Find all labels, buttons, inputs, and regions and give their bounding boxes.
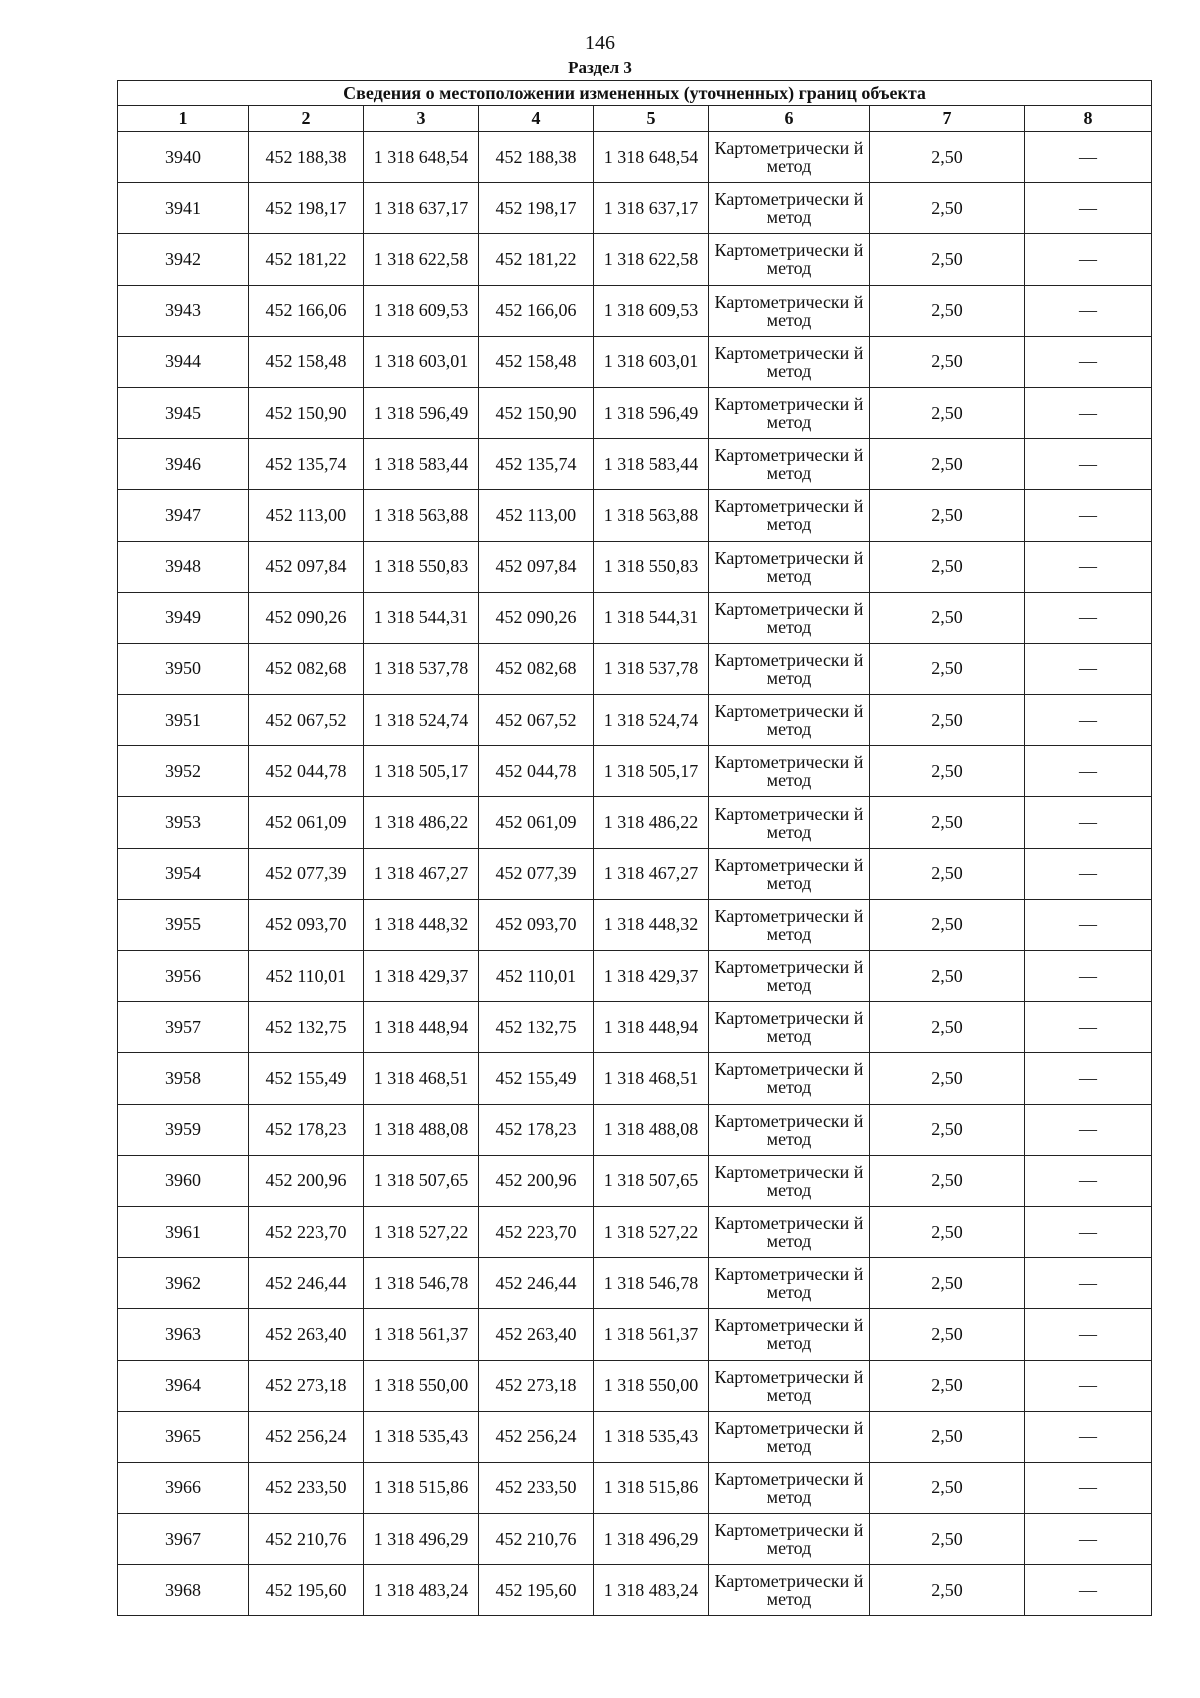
x-new-cell: 452 082,68: [479, 643, 594, 694]
x-new-cell: 452 067,52: [479, 695, 594, 746]
method-cell: Картометрически й метод: [709, 183, 870, 234]
accuracy-cell: 2,50: [870, 899, 1025, 950]
x-old-cell: 452 200,96: [249, 1155, 364, 1206]
description-cell: —: [1025, 746, 1152, 797]
x-old-cell: 452 061,09: [249, 797, 364, 848]
point-number-cell: 3958: [118, 1053, 249, 1104]
table-caption-row: [118, 81, 1152, 106]
x-new-cell: 452 044,78: [479, 746, 594, 797]
point-number-cell: 3951: [118, 695, 249, 746]
method-cell: Картометрически й метод: [709, 1309, 870, 1360]
point-number-cell: 3942: [118, 234, 249, 285]
column-number: 2: [249, 106, 364, 132]
method-cell: Картометрически й метод: [709, 387, 870, 438]
table-row: [118, 1514, 1152, 1565]
table-row: [118, 183, 1152, 234]
description-cell: —: [1025, 643, 1152, 694]
y-new-cell: 1 318 637,17: [594, 183, 709, 234]
table-row: [118, 1462, 1152, 1513]
description-cell: —: [1025, 490, 1152, 541]
accuracy-cell: 2,50: [870, 541, 1025, 592]
y-new-cell: 1 318 483,24: [594, 1565, 709, 1616]
method-cell: Картометрически й метод: [709, 1155, 870, 1206]
table-row: [118, 951, 1152, 1002]
x-new-cell: 452 061,09: [479, 797, 594, 848]
table-row: [118, 1411, 1152, 1462]
x-new-cell: 452 097,84: [479, 541, 594, 592]
table-row: [118, 490, 1152, 541]
point-number-cell: 3955: [118, 899, 249, 950]
accuracy-cell: 2,50: [870, 336, 1025, 387]
point-number-cell: 3941: [118, 183, 249, 234]
y-old-cell: 1 318 429,37: [364, 951, 479, 1002]
y-new-cell: 1 318 467,27: [594, 848, 709, 899]
y-new-cell: 1 318 486,22: [594, 797, 709, 848]
table-row: [118, 336, 1152, 387]
column-number-row: [118, 106, 1152, 132]
x-new-cell: 452 200,96: [479, 1155, 594, 1206]
y-old-cell: 1 318 648,54: [364, 132, 479, 183]
y-new-cell: 1 318 535,43: [594, 1411, 709, 1462]
table-row: [118, 797, 1152, 848]
x-old-cell: 452 093,70: [249, 899, 364, 950]
description-cell: —: [1025, 1360, 1152, 1411]
x-new-cell: 452 273,18: [479, 1360, 594, 1411]
x-old-cell: 452 210,76: [249, 1514, 364, 1565]
description-cell: —: [1025, 592, 1152, 643]
y-new-cell: 1 318 550,00: [594, 1360, 709, 1411]
y-old-cell: 1 318 544,31: [364, 592, 479, 643]
x-new-cell: 452 263,40: [479, 1309, 594, 1360]
table-row: [118, 643, 1152, 694]
y-new-cell: 1 318 648,54: [594, 132, 709, 183]
description-cell: —: [1025, 1155, 1152, 1206]
point-number-cell: 3950: [118, 643, 249, 694]
accuracy-cell: 2,50: [870, 797, 1025, 848]
point-number-cell: 3964: [118, 1360, 249, 1411]
y-new-cell: 1 318 507,65: [594, 1155, 709, 1206]
method-cell: Картометрически й метод: [709, 1360, 870, 1411]
method-cell: Картометрически й метод: [709, 1053, 870, 1104]
point-number-cell: 3965: [118, 1411, 249, 1462]
point-number-cell: 3940: [118, 132, 249, 183]
table-row: [118, 1258, 1152, 1309]
accuracy-cell: 2,50: [870, 1104, 1025, 1155]
y-new-cell: 1 318 596,49: [594, 387, 709, 438]
y-old-cell: 1 318 507,65: [364, 1155, 479, 1206]
method-cell: Картометрически й метод: [709, 1104, 870, 1155]
table-row: [118, 1309, 1152, 1360]
x-new-cell: 452 155,49: [479, 1053, 594, 1104]
point-number-cell: 3943: [118, 285, 249, 336]
x-old-cell: 452 273,18: [249, 1360, 364, 1411]
method-cell: Картометрически й метод: [709, 1411, 870, 1462]
accuracy-cell: 2,50: [870, 387, 1025, 438]
point-number-cell: 3960: [118, 1155, 249, 1206]
description-cell: —: [1025, 1565, 1152, 1616]
y-old-cell: 1 318 537,78: [364, 643, 479, 694]
table-row: [118, 387, 1152, 438]
point-number-cell: 3968: [118, 1565, 249, 1616]
y-old-cell: 1 318 483,24: [364, 1565, 479, 1616]
x-old-cell: 452 233,50: [249, 1462, 364, 1513]
x-old-cell: 452 166,06: [249, 285, 364, 336]
y-old-cell: 1 318 603,01: [364, 336, 479, 387]
x-new-cell: 452 093,70: [479, 899, 594, 950]
method-cell: Картометрически й метод: [709, 1258, 870, 1309]
table-row: [118, 695, 1152, 746]
y-new-cell: 1 318 550,83: [594, 541, 709, 592]
y-new-cell: 1 318 537,78: [594, 643, 709, 694]
column-number: 8: [1025, 106, 1152, 132]
y-new-cell: 1 318 515,86: [594, 1462, 709, 1513]
y-old-cell: 1 318 550,83: [364, 541, 479, 592]
method-cell: Картометрически й метод: [709, 132, 870, 183]
accuracy-cell: 2,50: [870, 1053, 1025, 1104]
point-number-cell: 3944: [118, 336, 249, 387]
y-old-cell: 1 318 505,17: [364, 746, 479, 797]
accuracy-cell: 2,50: [870, 439, 1025, 490]
x-old-cell: 452 067,52: [249, 695, 364, 746]
x-old-cell: 452 150,90: [249, 387, 364, 438]
point-number-cell: 3962: [118, 1258, 249, 1309]
x-old-cell: 452 044,78: [249, 746, 364, 797]
description-cell: —: [1025, 1411, 1152, 1462]
y-new-cell: 1 318 527,22: [594, 1206, 709, 1257]
point-number-cell: 3948: [118, 541, 249, 592]
method-cell: Картометрически й метод: [709, 1462, 870, 1513]
y-new-cell: 1 318 448,32: [594, 899, 709, 950]
y-new-cell: 1 318 496,29: [594, 1514, 709, 1565]
table-row: [118, 848, 1152, 899]
x-new-cell: 452 195,60: [479, 1565, 594, 1616]
method-cell: Картометрически й метод: [709, 1565, 870, 1616]
column-number: 4: [479, 106, 594, 132]
accuracy-cell: 2,50: [870, 1206, 1025, 1257]
x-new-cell: 452 113,00: [479, 490, 594, 541]
x-old-cell: 452 188,38: [249, 132, 364, 183]
table-row: [118, 1206, 1152, 1257]
table-row: [118, 132, 1152, 183]
method-cell: Картометрически й метод: [709, 643, 870, 694]
y-new-cell: 1 318 546,78: [594, 1258, 709, 1309]
column-number: 3: [364, 106, 479, 132]
x-new-cell: 452 198,17: [479, 183, 594, 234]
y-old-cell: 1 318 524,74: [364, 695, 479, 746]
y-old-cell: 1 318 561,37: [364, 1309, 479, 1360]
y-new-cell: 1 318 561,37: [594, 1309, 709, 1360]
accuracy-cell: 2,50: [870, 1411, 1025, 1462]
y-old-cell: 1 318 637,17: [364, 183, 479, 234]
page-number: 146: [585, 32, 615, 54]
description-cell: —: [1025, 1053, 1152, 1104]
table-row: [118, 899, 1152, 950]
accuracy-cell: 2,50: [870, 132, 1025, 183]
accuracy-cell: 2,50: [870, 746, 1025, 797]
point-number-cell: 3954: [118, 848, 249, 899]
x-old-cell: 452 082,68: [249, 643, 364, 694]
x-old-cell: 452 132,75: [249, 1002, 364, 1053]
accuracy-cell: 2,50: [870, 1002, 1025, 1053]
accuracy-cell: 2,50: [870, 643, 1025, 694]
method-cell: Картометрически й метод: [709, 797, 870, 848]
y-old-cell: 1 318 622,58: [364, 234, 479, 285]
point-number-cell: 3967: [118, 1514, 249, 1565]
y-old-cell: 1 318 515,86: [364, 1462, 479, 1513]
x-old-cell: 452 135,74: [249, 439, 364, 490]
y-old-cell: 1 318 468,51: [364, 1053, 479, 1104]
accuracy-cell: 2,50: [870, 951, 1025, 1002]
x-new-cell: 452 210,76: [479, 1514, 594, 1565]
x-new-cell: 452 132,75: [479, 1002, 594, 1053]
column-number: 1: [118, 106, 249, 132]
x-new-cell: 452 188,38: [479, 132, 594, 183]
y-old-cell: 1 318 448,32: [364, 899, 479, 950]
description-cell: —: [1025, 848, 1152, 899]
x-old-cell: 452 181,22: [249, 234, 364, 285]
description-cell: —: [1025, 1104, 1152, 1155]
y-new-cell: 1 318 524,74: [594, 695, 709, 746]
description-cell: —: [1025, 951, 1152, 1002]
table-row: [118, 1360, 1152, 1411]
x-old-cell: 452 155,49: [249, 1053, 364, 1104]
point-number-cell: 3953: [118, 797, 249, 848]
description-cell: —: [1025, 1002, 1152, 1053]
column-number: 5: [594, 106, 709, 132]
column-number: 7: [870, 106, 1025, 132]
point-number-cell: 3957: [118, 1002, 249, 1053]
point-number-cell: 3949: [118, 592, 249, 643]
method-cell: Картометрически й метод: [709, 234, 870, 285]
accuracy-cell: 2,50: [870, 1309, 1025, 1360]
accuracy-cell: 2,50: [870, 285, 1025, 336]
accuracy-cell: 2,50: [870, 848, 1025, 899]
accuracy-cell: 2,50: [870, 1565, 1025, 1616]
point-number-cell: 3959: [118, 1104, 249, 1155]
y-old-cell: 1 318 488,08: [364, 1104, 479, 1155]
point-number-cell: 3961: [118, 1206, 249, 1257]
y-old-cell: 1 318 527,22: [364, 1206, 479, 1257]
x-new-cell: 452 077,39: [479, 848, 594, 899]
method-cell: Картометрически й метод: [709, 490, 870, 541]
accuracy-cell: 2,50: [870, 1258, 1025, 1309]
x-old-cell: 452 246,44: [249, 1258, 364, 1309]
x-old-cell: 452 158,48: [249, 336, 364, 387]
point-number-cell: 3956: [118, 951, 249, 1002]
y-new-cell: 1 318 609,53: [594, 285, 709, 336]
description-cell: —: [1025, 695, 1152, 746]
point-number-cell: 3952: [118, 746, 249, 797]
method-cell: Картометрически й метод: [709, 1002, 870, 1053]
x-old-cell: 452 090,26: [249, 592, 364, 643]
x-old-cell: 452 178,23: [249, 1104, 364, 1155]
x-old-cell: 452 113,00: [249, 490, 364, 541]
y-old-cell: 1 318 596,49: [364, 387, 479, 438]
table-row: [118, 1565, 1152, 1616]
accuracy-cell: 2,50: [870, 695, 1025, 746]
y-new-cell: 1 318 563,88: [594, 490, 709, 541]
description-cell: —: [1025, 234, 1152, 285]
y-new-cell: 1 318 488,08: [594, 1104, 709, 1155]
description-cell: —: [1025, 1206, 1152, 1257]
x-old-cell: 452 198,17: [249, 183, 364, 234]
point-number-cell: 3945: [118, 387, 249, 438]
y-new-cell: 1 318 622,58: [594, 234, 709, 285]
x-new-cell: 452 150,90: [479, 387, 594, 438]
y-old-cell: 1 318 467,27: [364, 848, 479, 899]
accuracy-cell: 2,50: [870, 1514, 1025, 1565]
description-cell: —: [1025, 183, 1152, 234]
x-new-cell: 452 246,44: [479, 1258, 594, 1309]
coordinates-table: [117, 80, 1152, 1616]
description-cell: —: [1025, 1309, 1152, 1360]
table-caption: Сведения о местоположении измененных (уточненных) границ объекта: [118, 81, 1152, 106]
y-old-cell: 1 318 563,88: [364, 490, 479, 541]
description-cell: —: [1025, 899, 1152, 950]
method-cell: Картометрически й метод: [709, 899, 870, 950]
method-cell: Картометрически й метод: [709, 336, 870, 387]
method-cell: Картометрически й метод: [709, 746, 870, 797]
x-new-cell: 452 158,48: [479, 336, 594, 387]
table-row: [118, 746, 1152, 797]
x-new-cell: 452 110,01: [479, 951, 594, 1002]
table-row: [118, 1104, 1152, 1155]
table-row: [118, 541, 1152, 592]
y-new-cell: 1 318 448,94: [594, 1002, 709, 1053]
description-cell: —: [1025, 797, 1152, 848]
x-old-cell: 452 097,84: [249, 541, 364, 592]
description-cell: —: [1025, 387, 1152, 438]
y-new-cell: 1 318 544,31: [594, 592, 709, 643]
x-old-cell: 452 110,01: [249, 951, 364, 1002]
accuracy-cell: 2,50: [870, 1360, 1025, 1411]
accuracy-cell: 2,50: [870, 1155, 1025, 1206]
x-old-cell: 452 195,60: [249, 1565, 364, 1616]
x-new-cell: 452 233,50: [479, 1462, 594, 1513]
description-cell: —: [1025, 1462, 1152, 1513]
y-old-cell: 1 318 583,44: [364, 439, 479, 490]
description-cell: —: [1025, 439, 1152, 490]
method-cell: Картометрически й метод: [709, 439, 870, 490]
y-new-cell: 1 318 429,37: [594, 951, 709, 1002]
method-cell: Картометрически й метод: [709, 592, 870, 643]
x-old-cell: 452 077,39: [249, 848, 364, 899]
point-number-cell: 3966: [118, 1462, 249, 1513]
description-cell: —: [1025, 132, 1152, 183]
y-old-cell: 1 318 496,29: [364, 1514, 479, 1565]
table-row: [118, 1002, 1152, 1053]
x-new-cell: 452 135,74: [479, 439, 594, 490]
point-number-cell: 3946: [118, 439, 249, 490]
method-cell: Картометрически й метод: [709, 285, 870, 336]
accuracy-cell: 2,50: [870, 1462, 1025, 1513]
method-cell: Картометрически й метод: [709, 695, 870, 746]
x-new-cell: 452 178,23: [479, 1104, 594, 1155]
column-number: 6: [709, 106, 870, 132]
y-new-cell: 1 318 583,44: [594, 439, 709, 490]
accuracy-cell: 2,50: [870, 490, 1025, 541]
x-new-cell: 452 166,06: [479, 285, 594, 336]
y-new-cell: 1 318 468,51: [594, 1053, 709, 1104]
table-row: [118, 439, 1152, 490]
y-old-cell: 1 318 486,22: [364, 797, 479, 848]
point-number-cell: 3963: [118, 1309, 249, 1360]
method-cell: Картометрически й метод: [709, 848, 870, 899]
point-number-cell: 3947: [118, 490, 249, 541]
description-cell: —: [1025, 285, 1152, 336]
section-title: Раздел 3: [568, 58, 632, 77]
x-new-cell: 452 181,22: [479, 234, 594, 285]
y-old-cell: 1 318 448,94: [364, 1002, 479, 1053]
table-row: [118, 592, 1152, 643]
x-new-cell: 452 256,24: [479, 1411, 594, 1462]
description-cell: —: [1025, 1258, 1152, 1309]
x-old-cell: 452 263,40: [249, 1309, 364, 1360]
x-old-cell: 452 223,70: [249, 1206, 364, 1257]
y-old-cell: 1 318 550,00: [364, 1360, 479, 1411]
description-cell: —: [1025, 336, 1152, 387]
y-new-cell: 1 318 505,17: [594, 746, 709, 797]
x-old-cell: 452 256,24: [249, 1411, 364, 1462]
description-cell: —: [1025, 541, 1152, 592]
accuracy-cell: 2,50: [870, 592, 1025, 643]
accuracy-cell: 2,50: [870, 234, 1025, 285]
x-new-cell: 452 090,26: [479, 592, 594, 643]
table-row: [118, 1155, 1152, 1206]
accuracy-cell: 2,50: [870, 183, 1025, 234]
table-row: [118, 285, 1152, 336]
method-cell: Картометрически й метод: [709, 541, 870, 592]
method-cell: Картометрически й метод: [709, 1206, 870, 1257]
method-cell: Картометрически й метод: [709, 1514, 870, 1565]
x-new-cell: 452 223,70: [479, 1206, 594, 1257]
y-old-cell: 1 318 609,53: [364, 285, 479, 336]
method-cell: Картометрически й метод: [709, 951, 870, 1002]
table-row: [118, 234, 1152, 285]
y-new-cell: 1 318 603,01: [594, 336, 709, 387]
y-old-cell: 1 318 535,43: [364, 1411, 479, 1462]
y-old-cell: 1 318 546,78: [364, 1258, 479, 1309]
table-body: [118, 132, 1152, 1616]
description-cell: —: [1025, 1514, 1152, 1565]
table-row: [118, 1053, 1152, 1104]
